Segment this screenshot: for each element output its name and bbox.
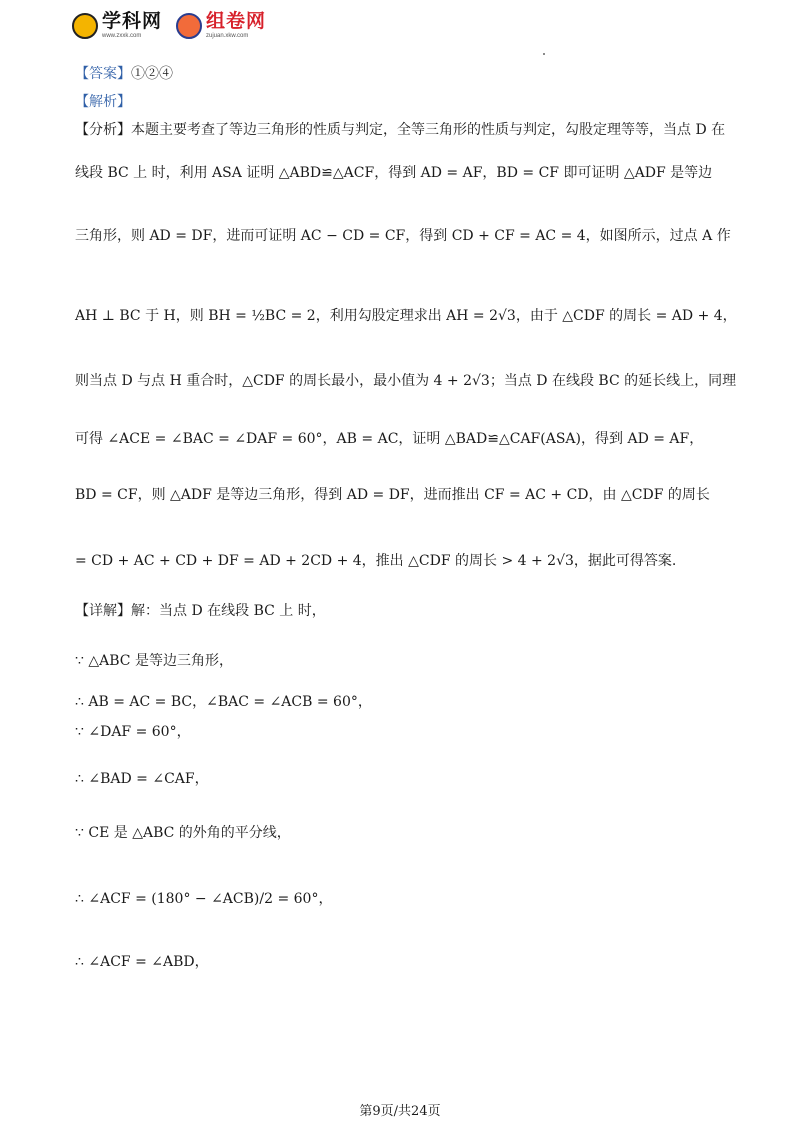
analysis-line-7: BD = CF，则 △ADF 是等边三角形，得到 AD = DF，进而推出 CF = AC + CD，由 △CDF 的周长 (75, 487, 710, 503)
analysis-line-4: AH ⊥ BC 于 H，则 BH = ½BC = 2，利用勾股定理求出 AH = 2√3，由于 △CDF 的周长 = AD + 4， (75, 308, 737, 324)
detail-line-4: ∵ ∠DAF = 60°， (75, 724, 191, 740)
analysis-line-8: = CD + AC + CD + DF = AD + 2CD + 4，推出 △CDF 的周长 > 4 + 2√3，据此可得答案. (75, 553, 677, 569)
analysis-line-2: 线段 BC 上 时，利用 ASA 证明 △ABD≌△ACF，得到 AD = AF，BD = CF 即可证明 △ADF 是等边 (75, 165, 713, 181)
zujuan-logo-text: 组卷网 (206, 11, 267, 32)
answer-label: 【答案】 (75, 66, 131, 82)
page-number: 第9页/共24页 (359, 1104, 441, 1119)
zujuan-logo (176, 12, 266, 39)
detail-line-6: ∵ CE 是 △ABC 的外角的平分线， (75, 825, 291, 841)
zxxk-logo (72, 12, 162, 39)
detail-line-2: ∵ △ABC 是等边三角形， (75, 653, 233, 669)
detail-line-5: ∴ ∠BAD = ∠CAF， (75, 771, 209, 787)
detail-line-1: 【详解】解：当点 D 在线段 BC 上 时， (75, 603, 326, 619)
zxxk-logo-text: 学科网 (102, 11, 163, 32)
solution-content (75, 64, 737, 972)
detail-line-8: ∴ ∠ACF = ∠ABD， (75, 954, 209, 970)
detail-line-3: ∴ AB = AC = BC，∠BAC = ∠ACB = 60°， (75, 694, 372, 710)
analysis-line-5: 则当点 D 与点 H 重合时，△CDF 的周长最小，最小值为 4 + 2√3；当点 D 在线段 BC 的延长线上，同理 (75, 373, 737, 389)
zxxk-mascot-icon (72, 13, 98, 39)
header-logos (72, 12, 266, 39)
answer-line (75, 64, 720, 84)
zujuan-logo-url: zujuan.xkw.com (206, 33, 249, 39)
detail-line-7: ∴ ∠ACF = (180° − ∠ACB)/2 = 60°， (75, 891, 333, 907)
analysis-label: 【解析】 (75, 94, 131, 110)
analysis-line-3: 三角形，则 AD = DF，进而可证明 AC − CD = CF，得到 CD + CF = AC = 4，如图所示，过点 A 作 (75, 228, 731, 244)
stray-dot (543, 53, 545, 55)
analysis-line-6: 可得 ∠ACE = ∠BAC = ∠DAF = 60°，AB = AC，证明 △BAD≌△CAF(ASA)，得到 AD = AF， (75, 431, 704, 447)
answer-value: ①②④ (131, 66, 173, 82)
zujuan-mascot-icon (176, 13, 202, 39)
zxxk-logo-url: www.zxxk.com (102, 33, 142, 39)
analysis-line-1: 【分析】本题主要考查了等边三角形的性质与判定，全等三角形的性质与判定，勾股定理等等，当点 D 在 (75, 122, 726, 138)
